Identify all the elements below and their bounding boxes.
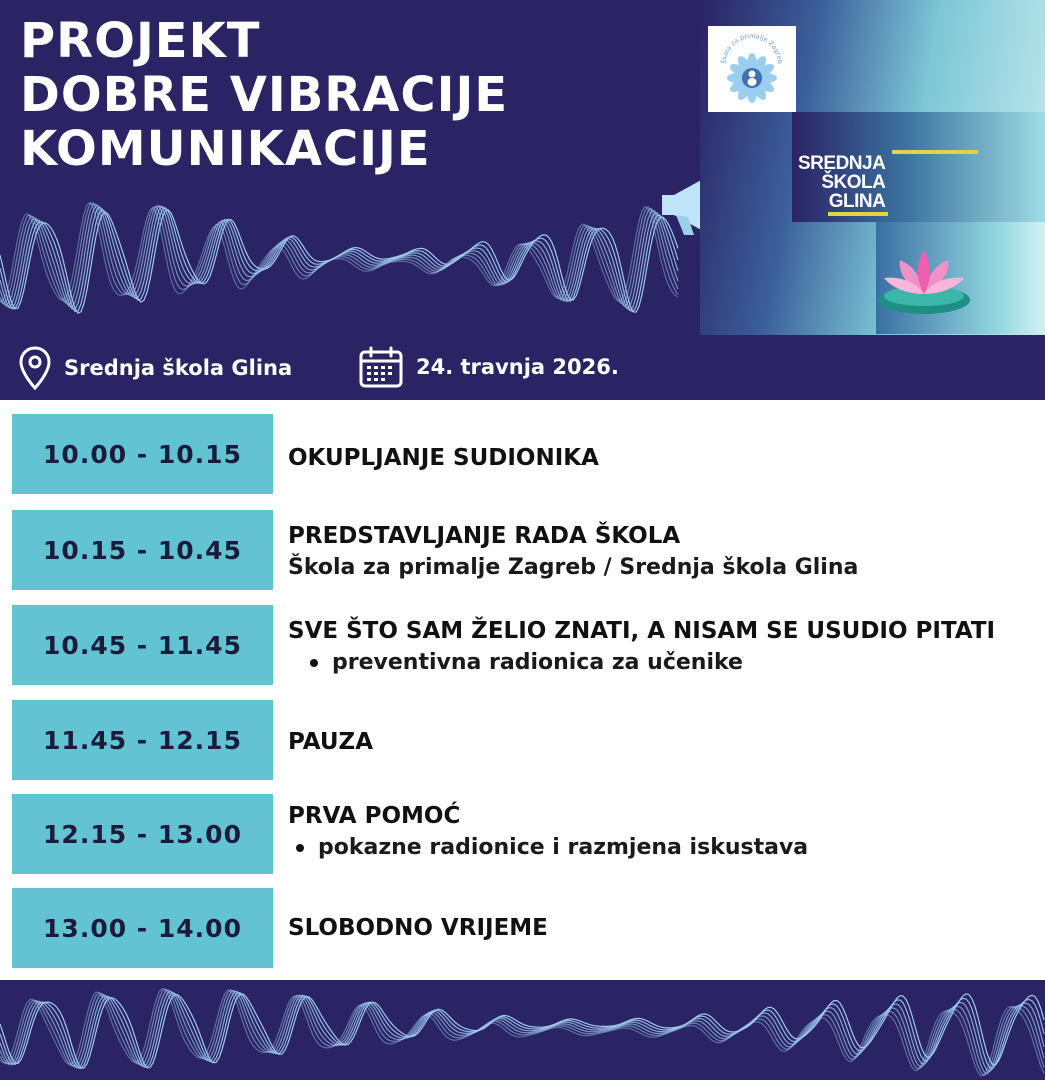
glina-logo-text: SREDNJA ŠKOLA GLINA [798,153,886,212]
time-slot: 10.45 - 11.45 [12,605,273,685]
time-slot: 10.00 - 10.15 [12,414,273,494]
time-slot: 10.15 - 10.45 [12,510,273,590]
event-location [18,345,292,391]
svg-text:Škola za primalje Zagreb: Škola za primalje Zagreb [719,31,785,65]
school-logo-midwives [708,26,796,112]
event-block [288,912,548,944]
time-slot: 13.00 - 14.00 [12,888,273,968]
schedule-list [0,400,1045,978]
event-title: PREDSTAVLJANJE RADA ŠKOLA [288,523,681,549]
bullet-icon [296,844,304,852]
footer-banner [0,980,1045,1080]
sound-wave-decoration [0,180,680,330]
sound-wave-decoration [0,980,1045,1080]
event-title: OKUPLJANJE SUDIONIKA [288,445,599,471]
event-block [288,615,995,679]
event-block [288,726,373,758]
flower-logo-icon [712,30,792,108]
event-block [288,442,599,474]
title-line-2: DOBRE VIBRACIJE [20,67,509,123]
wave-line [0,991,1044,1071]
bullet-icon [310,659,318,667]
location-text: Srednja škola Glina [64,356,293,380]
time-slot: 12.15 - 13.00 [12,794,273,874]
event-detail: Škola za primalje Zagreb / Srednja škola Glina [288,555,859,580]
location-pin-icon [18,345,52,391]
event-date [358,345,619,389]
time-slot: 11.45 - 12.15 [12,700,273,780]
event-detail: pokazne radionice i razmjena iskustava [296,832,808,864]
event-title: PRVA POMOĆ [288,803,461,829]
event-block [288,520,858,584]
title-line-3: KOMUNIKACIJE [20,121,431,177]
lotus-logo [876,222,1045,334]
title-line-1: PROJEKT [20,13,261,69]
event-block [288,800,808,864]
event-detail: preventivna radionica za učenike [310,647,995,679]
event-title: PAUZA [288,729,373,755]
page-title [20,14,508,176]
calendar-icon [358,345,404,389]
date-text: 24. travnja 2026. [416,355,619,379]
event-title: SVE ŠTO SAM ŽELIO ZNATI, A NISAM SE USUDIO PITATI [288,618,996,644]
school-logo-glina [792,112,1045,222]
event-title: SLOBODNO VRIJEME [288,915,548,941]
wave-line [0,210,678,314]
header-banner [0,0,1045,400]
lotus-icon [876,236,986,326]
